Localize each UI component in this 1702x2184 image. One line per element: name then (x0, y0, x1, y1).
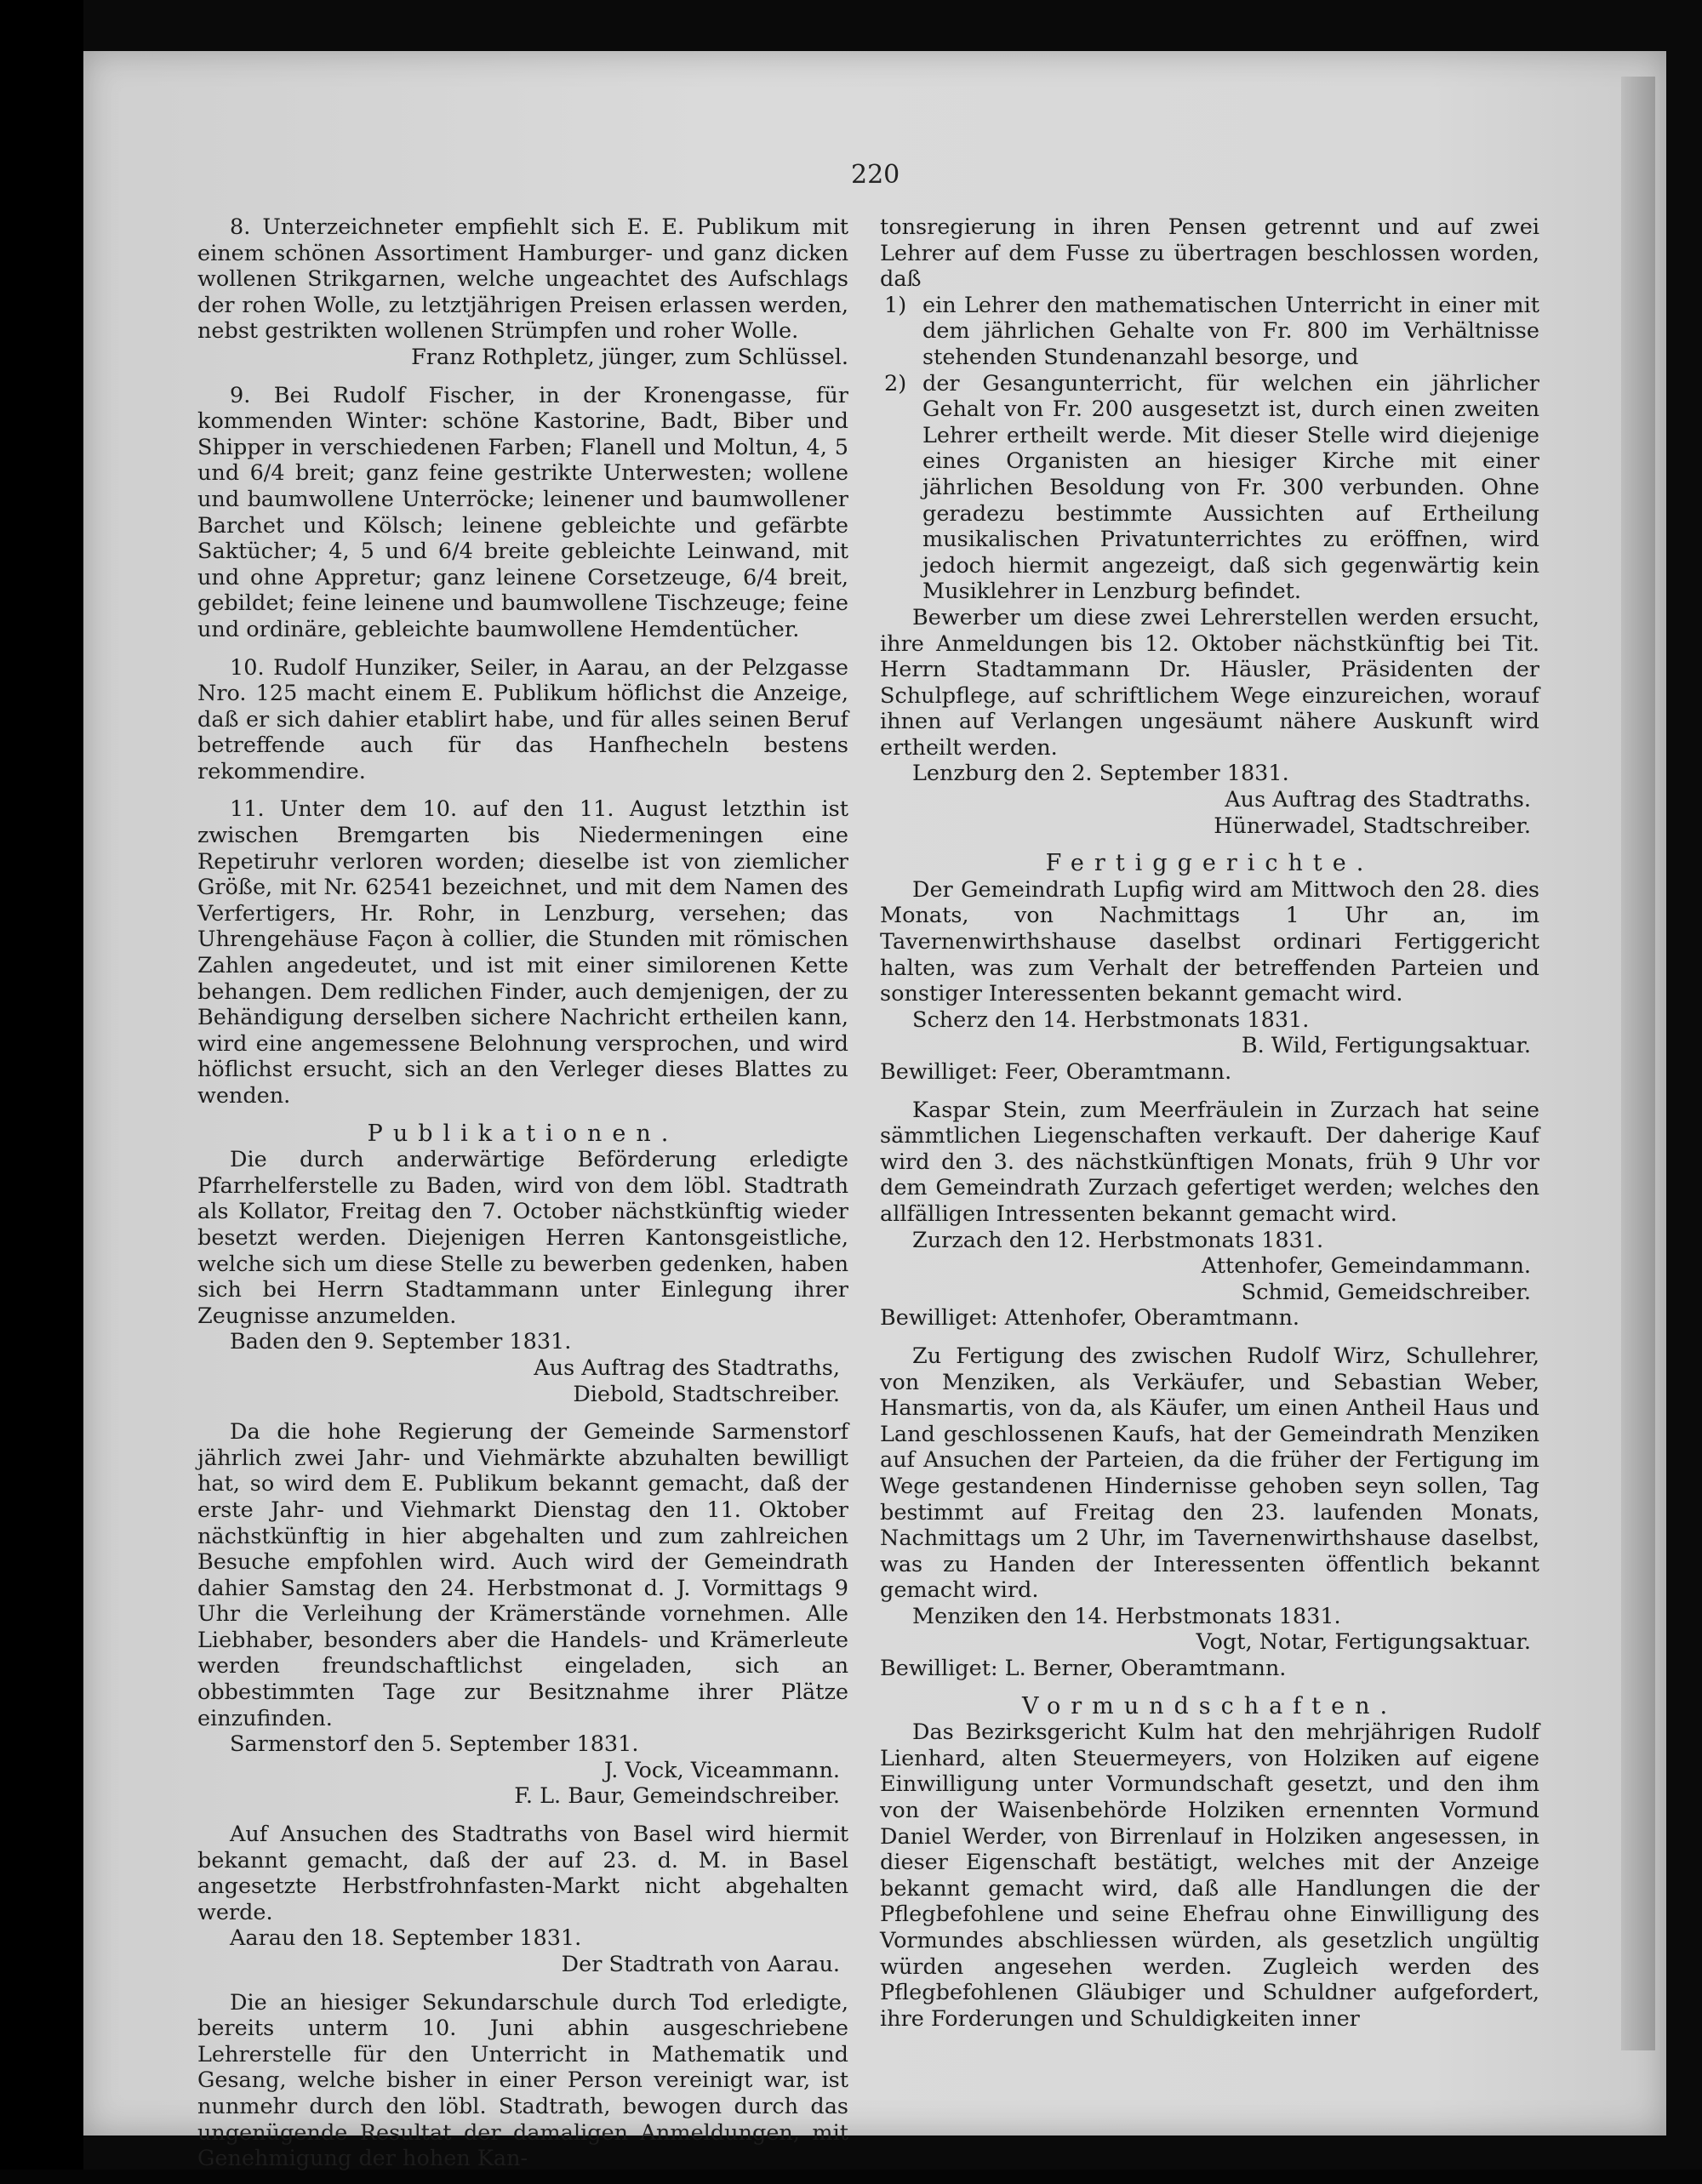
pub-sarmenstorf-signature-1: J. Vock, Viceammann. (603, 1757, 840, 1783)
pub-lenzburg-signature-2: Hünerwadel, Stadtschreiber. (1214, 813, 1531, 839)
pub-lenzburg-text: Die an hiesiger Sekundarschule durch Tod erledigte, bereits unterm 10. Juni abhin ausgeschriebene Lehrerstelle für den Unterricht in Mathematik und Gesang, welche bisher in einer Person vereinigt war, ist nunmehr durch den löbl. Stadtrath, bewogen durch das ungenügende Resultat der damaligen Anmeldungen, mit Genehmigung der hohen Kan- (197, 1989, 848, 2172)
fg-zurzach-signature-1: Attenhofer, Gemeindammann. (1201, 1253, 1531, 1280)
left-column (197, 214, 848, 2184)
ad-9-text: 9. Bei Rudolf Fischer, in der Kronengasse, für kommenden Winter: schöne Kastorine, Badt, Biber und Shipper in verschiedenen Farben; Flanell und Moltun, 4, 5 und 6/4 breit; ganz feine gestrikte Unterwesten; wollene und baumwollene Unterröcke; leinener und baumwollener Barchet und Kölsch; leinene gebleichte und gefärbte Saktücher; 4, 5 und 6/4 breite gebleichte Leinwand, mit und ohne Appretur; ganz leinene Corsetzeuge, 6/4 breit, gebildet; feine leinene und baumwollene Tischzeuge; feine und ordinäre, gebleichte baumwollene Hemdentücher. (197, 382, 848, 642)
fg-lupfig-approval: Bewilliget: Feer, Oberamtmann. (880, 1059, 1232, 1085)
publication-lenzburg-continued (880, 214, 1539, 839)
list-item: 2) der Gesangunterricht, für welchen ein jährlicher Gehalt von Fr. 200 ausgesetzt ist, durch einen zweiten Lehrer ertheilt werde. Mit dieser Stelle wird diejenige eines Organisten an hiesiger Kirche mit einer jährlichen Besoldung von Fr. 300 verbunden. Ohne geradezu bestimmte Aussichten auf Ertheilung musikalischen Privatunterrichtes zu eröffnen, wird jedoch hiermit angezeigt, daß sich gegenwärtig kein Musiklehrer in Lenzburg befindet. (884, 370, 1539, 605)
publication-sarmenstorf (197, 1419, 848, 1810)
ad-8-signature: Franz Rothpletz, jünger, zum Schlüssel. (411, 344, 848, 370)
pub-baden-signature-2: Diebold, Stadtschreiber. (573, 1381, 840, 1407)
pub-lenzburg-applicants: Bewerber um diese zwei Lehrerstellen werden ersucht, ihre Anmeldungen bis 12. Oktober nächstkünftig bei Tit. Herrn Stadtammann Dr. Häusler, Präsidenten der Schulpflege, auf schriftlichem Wege einzureichen, worauf ihnen auf Verlangen ungesäumt nähere Auskunft wird ertheilt werden. (880, 604, 1539, 761)
pub-baden-text: Die durch anderwärtige Beförderung erledigte Pfarrhelferstelle zu Baden, wird von dem löbl. Stadtrath als Kollator, Freitag den 7. October nächstkünftig wieder besetzt werden. Diejenigen Herren Kantonsgeistliche, welche sich um diese Stelle zu bewerben gedenken, haben sich bei Herrn Stadtammann unter Einlegung ihrer Zeugnisse anzumelden. (197, 1147, 848, 1329)
fg-zurzach-signature-2: Schmid, Gemeidschreiber. (1241, 1279, 1531, 1305)
fertiggericht-menziken (880, 1343, 1539, 1682)
pub-aarau-signature: Der Stadtrath von Aarau. (561, 1952, 840, 1977)
page-edge-shadow (1621, 77, 1655, 2050)
fg-lupfig-text: Der Gemeindrath Lupfig wird am Mittwoch den 28. dies Monats, von Nachmittags 1 Uhr an, im Tavernenwirthshause daselbst ordinari Fertiggericht halten, was zum Verhalt der betreffenden Parteien und sonstiger Interessenten bekannt gemacht wird. (880, 876, 1539, 1007)
publication-lenzburg (197, 1990, 848, 2172)
fg-menziken-date: Menziken den 14. Herbstmonats 1831. (912, 1603, 1341, 1629)
pub-baden-date: Baden den 9. September 1831. (230, 1329, 572, 1355)
publication-baden (197, 1147, 848, 1407)
fg-lupfig-signature: B. Wild, Fertigungsaktuar. (1241, 1033, 1531, 1059)
fg-menziken-text: Zu Fertigung des zwischen Rudolf Wirz, Schullehrer, von Menziken, als Verkäufer, und Sebastian Weber, Hansmartis, von da, als Käufer, um einen Antheil Haus und Land geschlossenen Kaufs, hat der Gemeindrath Menziken auf Ansuchen der Parteien, da die früher der Fertigung im Wege gestandenen Hindernisse gehoben seyn sollen, Tag bestimmt auf Freitag den 23. laufenden Monats, Nachmittags um 2 Uhr, im Tavernenwirthshause daselbst, was zu Handen der Interessenten öffentlich bekannt gemacht wird. (880, 1343, 1539, 1604)
pub-lenzburg-continuation: tonsregierung in ihren Pensen getrennt und auf zwei Lehrer auf dem Fusse zu übertragen beschlossen worden, daß (880, 214, 1539, 293)
advertisement-8 (197, 214, 848, 371)
pub-baden-signature-1: Aus Auftrag des Stadtraths, (534, 1354, 840, 1381)
ad-11-text: 11. Unter dem 10. auf den 11. August letzthin ist zwischen Bremgarten bis Niedermeningen eine Repetiruhr verloren worden; dieselbe ist von ziemlicher Größe, mit Nr. 62541 bezeichnet, und mit dem Namen des Verfertigers, Hr. Rohr, in Lenzburg, versehen; das Uhrengehäuse Façon à collier, die Stunden mit römischen Zahlen angedeutet, und ist mit einer similorenen Kette behangen. Dem redlichen Finder, auch demjenigen, der zu Behändigung derselben sichere Nachricht ertheilen kann, wird eine angemessene Belohnung versprochen, und wird höflichst ersucht, sich an den Verleger dieses Blattes zu wenden. (197, 796, 848, 1109)
fg-menziken-approval: Bewilliget: L. Berner, Oberamtmann. (880, 1656, 1287, 1682)
section-heading-fertiggerichte: Fertiggerichte. (1045, 850, 1374, 877)
list-item: 1) ein Lehrer den mathematischen Unterricht in einer mit dem jährlichen Gehalte von Fr. 800 im Verhältnisse stehenden Stundenanzahl besorge, und (884, 292, 1539, 370)
scan-left-border (0, 0, 83, 2170)
pub-sarmenstorf-text: Da die hohe Regierung der Gemeinde Sarmenstorf jährlich zwei Jahr- und Viehmärkte abzuhalten bewilligt hat, so wird dem E. Publikum bekannt gemacht, daß der erste Jahr- und Viehmarkt Dienstag den 11. Oktober nächstkünftig in hier abgehalten und zum zahlreichen Besuche empfohlen wird. Auch wird der Gemeindrath dahier Samstag den 24. Herbstmonat d. J. Vormittags 9 Uhr die Verleihung der Krämerstände vornehmen. Alle Liebhaber, besonders aber die Handels- und Krämerleute werden freundschaftlichst eingeladen, sich an obbestimmten Tage zur Besitznahme ihrer Plätze einzufinden. (197, 1419, 848, 1731)
ad-10-text: 10. Rudolf Hunziker, Seiler, in Aarau, an der Pelzgasse Nro. 125 macht einem E. Publikum höflichst die Anzeige, daß er sich dahier etablirt habe, und für alles seinen Beruf betreffende auch für das Hanfhecheln bestens rekommendire. (197, 654, 848, 784)
advertisement-9 (197, 383, 848, 643)
vm-kulm-text: Das Bezirksgericht Kulm hat den mehrjährigen Rudolf Lienhard, alten Steuermeyers, von Holziken auf eigene Einwilligung unter Vormundschaft gesetzt, und den ihm von der Waisenbehörde Holziken ernennten Vormund Daniel Werder, von Birrenlauf in Holziken angesessen, in dieser Eigenschaft bestätigt, welches mit der Anzeige bekannt gemacht wird, daß alle Handlungen die der Pflegbefohlene und seine Ehefrau ohne Einwilligung des Vormundes abschliessen würden, als gesetzlich ungültig würden angesehen werden. Zugleich werden des Pflegbefohlenen Gläubiger und Schuldner aufgefordert, ihre Forderungen und Schuldigkeiten inner (880, 1719, 1539, 2032)
pub-sarmenstorf-date: Sarmenstorf den 5. September 1831. (230, 1731, 639, 1758)
advertisement-11 (197, 796, 848, 1109)
fertiggericht-lupfig (880, 877, 1539, 1086)
pub-lenzburg-signature-1: Aus Auftrag des Stadtraths. (1225, 787, 1531, 813)
pub-lenzburg-date: Lenzburg den 2. September 1831. (912, 761, 1289, 787)
advertisement-10 (197, 655, 848, 785)
fg-menziken-signature: Vogt, Notar, Fertigungsaktuar. (1196, 1629, 1531, 1656)
pub-aarau-text: Auf Ansuchen des Stadtraths von Basel wird hiermit bekannt gemacht, daß der auf 23. d. M. in Basel angesetzte Herbstfrohnfasten-Markt nicht abgehalten werde. (197, 1822, 848, 1925)
fg-lupfig-date: Scherz den 14. Herbstmonats 1831. (912, 1006, 1310, 1033)
fg-zurzach-text: Kaspar Stein, zum Meerfräulein in Zurzach hat seine sämmtlichen Liegenschaften verkauft. Der daherige Kauf wird den 3. des nächstkünftigen Monats, früh 9 Uhr vor dem Gemeindrath Zurzach gefertiget werden; welches den allfälligen Intressenten bekannt gemacht wird. (880, 1097, 1539, 1227)
fertiggericht-zurzach (880, 1098, 1539, 1331)
vormundschaft-kulm (880, 1719, 1539, 2032)
pub-aarau-date: Aarau den 18. September 1831. (230, 1925, 582, 1952)
right-column (880, 214, 1539, 2044)
section-heading-publikationen: Publikationen. (367, 1120, 679, 1147)
page-number: 220 (851, 160, 900, 190)
fg-zurzach-approval: Bewilliget: Attenhofer, Oberamtmann. (880, 1305, 1299, 1331)
teacher-positions-list (880, 293, 1539, 605)
publication-aarau (197, 1822, 848, 1978)
section-heading-vormundschaften: Vormundschaften. (1021, 1692, 1398, 1719)
pub-sarmenstorf-signature-2: F. L. Baur, Gemeindschreiber. (514, 1783, 840, 1810)
ad-8-text: 8. Unterzeichneter empfiehlt sich E. E. Publikum mit einem schönen Assortiment Hamburger- und ganz dicken wollenen Strikgarnen, welche ungeachtet des Aufschlags der rohen Wolle, zu letztjährigen Preisen erlassen werden, nebst gestrikten wollenen Strümpfen und roher Wolle. (197, 214, 848, 345)
fg-zurzach-date: Zurzach den 12. Herbstmonats 1831. (912, 1227, 1324, 1253)
